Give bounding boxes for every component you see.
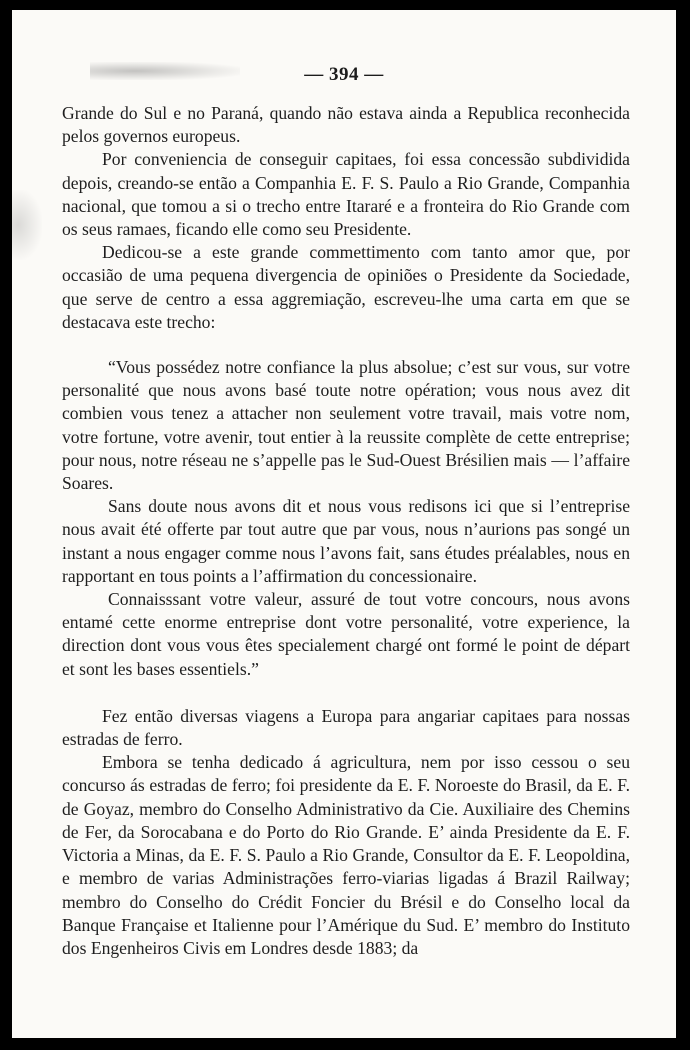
paragraph-concession: Por conveniencia de conseguir capitaes, foi essa concessão subdividida depois, creando-se então a Companhia E. F. S. Paulo a Rio Grande, Companhia nacional, que tomou a si o trecho entre Itararé e a fronteira do Rio Grande com os seus ramaes, ficando elle como seu Presidente. (62, 149, 630, 240)
quote-paragraph: “Vous possédez notre confiance la plus absolue; c’est sur vous, sur votre personalité que nous avons basé toute notre opération; vous nous avez dit combien vous tenez a attacher non seulement votre travail, mais votre nom, votre fortune, votre avenir, tout entier à la reussite complète de cette entreprise; pour nous, notre réseau ne s’appelle pas le Sud-Ouest Brésilien mais — l’affaire Soares. (62, 357, 630, 494)
paragraph-dedication: Dedicou-se a este grande commettimento com tanto amor que, por occasião de uma pequena divergencia de opiniões o Presidente da Sociedade, que serve de centro a essa aggremiação, escreveu-lhe uma carta em que se destacava este trecho: (62, 242, 630, 332)
closing-section (62, 705, 630, 960)
scan-smudge-left (12, 190, 42, 260)
document-page (12, 10, 676, 1038)
paragraph-continuation: Grande do Sul e no Paraná, quando não estava ainda a Republica reconhecida pelos governos europeus. (62, 103, 630, 147)
body-text (62, 102, 630, 960)
quote-paragraph: Connaisssant votre valeur, assuré de tout votre concours, nous avons entamé cette enorme entreprise dont votre personalité, votre experience, la direction dont vous vous êtes specialement chargé ont formé le point de départ et sont les bases essentiels.” (62, 589, 630, 679)
paragraph-career: Embora se tenha dedicado á agricultura, nem por isso cessou o seu concurso ás estradas de ferro; foi presidente da E. F. Noroeste do Brasil, da E. F. de Goyaz, membro do Conselho Administrativo da Cie. Auxiliaire des Chemins de Fer, da Sorocabana e do Porto do Rio Grande. E’ ainda Presidente da E. F. Victoria a Minas, da E. F. S. Paulo a Rio Grande, Consultor da E. F. Leopoldina, e membro de varias Administrações ferro-viarias ligadas á Brazil Railway; membro do Conselho do Crédit Foncier du Brésil e do Conselho local da Banque Française et Italienne pour l’Amérique du Sud. E’ membro do Instituto dos Engenheiros Civis em Londres desde 1883; da (62, 752, 630, 958)
paragraph-voyages: Fez então diversas viagens a Europa para angariar capitaes para nossas estradas de ferro. (62, 705, 630, 750)
page-number: — 394 — (304, 64, 384, 85)
quote-paragraph: Sans doute nous avons dit et nous vous redisons ici que si l’entreprise nous avait été offerte par tout autre que par vous, nous n’aurions pas songé un instant a nous engager comme nous l’avons fait, sans études préalables, nous en rapportant en tous points a l’affirmation du concessionaire. (62, 496, 630, 586)
letter-quote (62, 356, 630, 681)
